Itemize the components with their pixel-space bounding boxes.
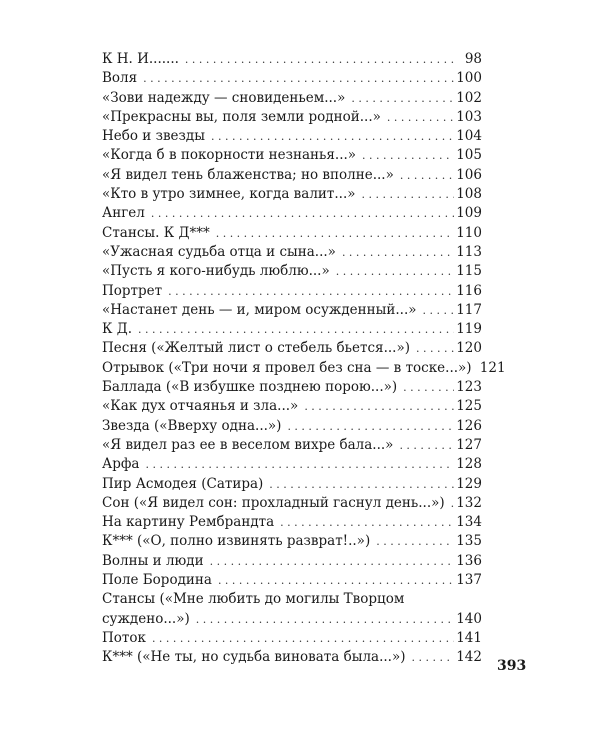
toc-entry-page: 98: [464, 51, 482, 67]
toc-entry-page: 116: [456, 282, 482, 299]
toc-entry-page: 121: [479, 359, 506, 376]
toc-leader-dots: [362, 185, 455, 204]
toc-entry-title: Поле Бородина: [102, 572, 212, 589]
toc-entry[interactable]: [102, 532, 482, 551]
toc-entry-page: 113: [456, 243, 482, 260]
toc-entry[interactable]: [102, 89, 482, 108]
toc-entry[interactable]: [102, 378, 482, 397]
toc-entry-title-continued: суждено...»): [102, 610, 190, 627]
page-number: 393: [497, 658, 527, 674]
toc-entry-title: Небо и звезды: [102, 128, 205, 145]
toc-entry-page: 141: [456, 629, 482, 646]
toc-entry-page: 134: [456, 514, 482, 531]
toc-entry[interactable]: [102, 552, 482, 571]
toc-entry-title: «Как дух отчаянья и зла...»: [102, 398, 299, 415]
toc-leader-dots: [304, 397, 454, 416]
toc-leader-dots: [412, 648, 455, 667]
toc-entry-page: 106: [456, 166, 482, 183]
toc-entry-title: Отрывок («Три ночи я провел без сна — в тоске...»): [102, 359, 472, 376]
toc-entry-line: [102, 590, 482, 609]
toc-entry-title: На картину Рембрандта: [102, 514, 275, 531]
toc-entry-title: Стансы («Мне любить до могилы Творцом: [102, 591, 405, 608]
toc-entry-page: 105: [456, 147, 482, 164]
toc-entry-page: 128: [456, 456, 482, 473]
toc-entry-title: Воля: [102, 70, 138, 87]
toc-entry-page: 120: [456, 340, 482, 357]
toc-leader-dots: [342, 243, 454, 262]
toc-entry-title: «Пусть я кого-нибудь люблю...»: [102, 263, 330, 280]
toc-entry[interactable]: [102, 339, 482, 358]
toc-entry[interactable]: [102, 494, 482, 513]
toc-entry-page: 123: [456, 379, 482, 396]
toc-entry-title: Песня («Желтый лист о стебель бьется...»): [102, 340, 410, 357]
toc-entry[interactable]: [102, 146, 482, 165]
toc-entry-title: «Я видел раз ее в веселом вихре бала...»: [102, 436, 394, 453]
toc-entry-page: 140: [456, 610, 482, 627]
toc-entry[interactable]: [102, 648, 482, 667]
toc-entry[interactable]: [102, 224, 482, 243]
toc-entry[interactable]: [102, 320, 482, 339]
toc-entry-title: Пир Асмодея (Сатира): [102, 475, 264, 492]
toc-leader-dots: [216, 224, 454, 243]
toc-leader-dots: [218, 571, 454, 590]
toc-entry[interactable]: [102, 262, 482, 281]
toc-entry[interactable]: [102, 243, 482, 262]
toc-entry-page: 126: [456, 417, 482, 434]
toc-entry-title: «Когда б в покорности незнанья...»: [102, 147, 357, 164]
toc-entry-page: 132: [456, 494, 482, 511]
toc-entry-title: К*** («Не ты, но судьба виновата была...»): [102, 649, 406, 666]
toc-entry[interactable]: [102, 475, 482, 494]
toc-entry-page: 109: [456, 205, 482, 222]
toc-entry-page: 127: [456, 436, 482, 453]
toc-entry-page: 110: [456, 224, 482, 241]
toc-entry[interactable]: [102, 282, 482, 301]
toc-leader-dots: [399, 436, 454, 455]
toc-entry-title: Арфа: [102, 456, 140, 473]
toc-entry-page: 102: [456, 89, 482, 106]
toc-leader-dots: [451, 494, 454, 513]
toc-leader-dots: [145, 455, 454, 474]
toc-entry[interactable]: [102, 455, 482, 474]
toc-entry-title: «Зови надежду — сновиденьем...»: [102, 89, 346, 106]
toc-entry[interactable]: [102, 108, 482, 127]
toc-leader-dots: [287, 417, 454, 436]
toc-entry-title: «Настанет день — и, миром осужденный...»: [102, 301, 417, 318]
toc-entry[interactable]: [102, 629, 482, 648]
toc-leader-dots: [138, 320, 454, 339]
toc-entry-page: 129: [456, 475, 482, 492]
toc-leader-dots: [362, 146, 454, 165]
toc-entry-page: 135: [456, 533, 482, 550]
toc-entry-line: [102, 610, 482, 629]
toc-leader-dots: [351, 89, 454, 108]
toc-leader-dots: [387, 108, 454, 127]
toc-leader-dots: [143, 69, 454, 88]
toc-entry-title: Портрет: [102, 282, 163, 299]
toc-leader-dots: [416, 339, 454, 358]
toc-entry-title: Поток: [102, 629, 146, 646]
toc-entry-title: «Кто в утро зимнее, когда валит...»: [102, 186, 356, 203]
toc-leader-dots: [336, 262, 454, 281]
toc-entry-page: 142: [456, 649, 482, 666]
toc-leader-dots: [376, 532, 454, 551]
toc-entry[interactable]: [102, 397, 482, 416]
toc-leader-dots: [196, 610, 454, 629]
toc-entry[interactable]: [102, 50, 482, 69]
toc-entry-page: 137: [456, 572, 482, 589]
toc-entry-title: К Н. И.......: [102, 51, 179, 67]
toc-entry-title: «Прекрасны вы, поля земли родной...»: [102, 108, 381, 125]
toc-entry-page: 117: [456, 301, 482, 318]
toc-entry-page: 115: [456, 263, 482, 280]
toc-entry-title: «Ужасная судьба отца и сына...»: [102, 243, 336, 260]
toc-entry[interactable]: [102, 436, 482, 455]
toc-leader-dots: [151, 204, 454, 223]
toc-leader-dots: [211, 127, 454, 146]
toc-leader-dots: [185, 50, 454, 69]
toc-entry[interactable]: [102, 513, 482, 532]
toc-entry-page: 136: [456, 552, 482, 569]
toc-entry[interactable]: [102, 185, 482, 204]
toc-leader-dots: [403, 378, 454, 397]
toc-entry-page: 104: [456, 128, 482, 145]
toc-entry-title: К*** («О, полно извинять разврат!..»): [102, 533, 371, 550]
table-of-contents: [102, 50, 506, 668]
toc-entry-wrapped[interactable]: [102, 590, 482, 629]
toc-entry-title: Звезда («Вверху одна...»): [102, 417, 282, 434]
toc-entry[interactable]: [102, 166, 482, 185]
toc-leader-dots: [400, 166, 454, 185]
toc-leader-dots: [152, 629, 454, 648]
toc-leader-dots: [269, 475, 454, 494]
toc-entry-title: Волны и люди: [102, 552, 204, 569]
toc-leader-dots: [423, 301, 454, 320]
toc-entry[interactable]: [102, 571, 482, 590]
toc-leader-dots: [168, 282, 454, 301]
toc-entry-page: 100: [456, 70, 482, 87]
toc-entry-title: «Я видел тень блаженства; но вполне...»: [102, 166, 394, 183]
toc-entry-title: Сон («Я видел сон: прохладный гаснул день...»): [102, 494, 445, 511]
toc-entry-title: Баллада («В избушке позднею порою...»): [102, 379, 398, 396]
toc-entry-page: 119: [456, 321, 482, 338]
toc-leader-dots: [280, 513, 454, 532]
toc-entry-page: 108: [456, 186, 482, 203]
toc-entry[interactable]: [102, 127, 482, 146]
toc-entry[interactable]: [102, 301, 482, 320]
toc-entry-title: К Д.: [102, 321, 133, 338]
toc-entry-page: 125: [456, 398, 482, 415]
toc-entry-title: Стансы. К Д***: [102, 224, 210, 241]
toc-entry[interactable]: [102, 417, 482, 436]
toc-entry[interactable]: [102, 359, 506, 378]
toc-leader-dots: [210, 552, 454, 571]
toc-entry[interactable]: [102, 69, 482, 88]
toc-entry-title: Ангел: [102, 205, 145, 222]
toc-entry-page: 103: [456, 108, 482, 125]
toc-entry[interactable]: [102, 204, 482, 223]
